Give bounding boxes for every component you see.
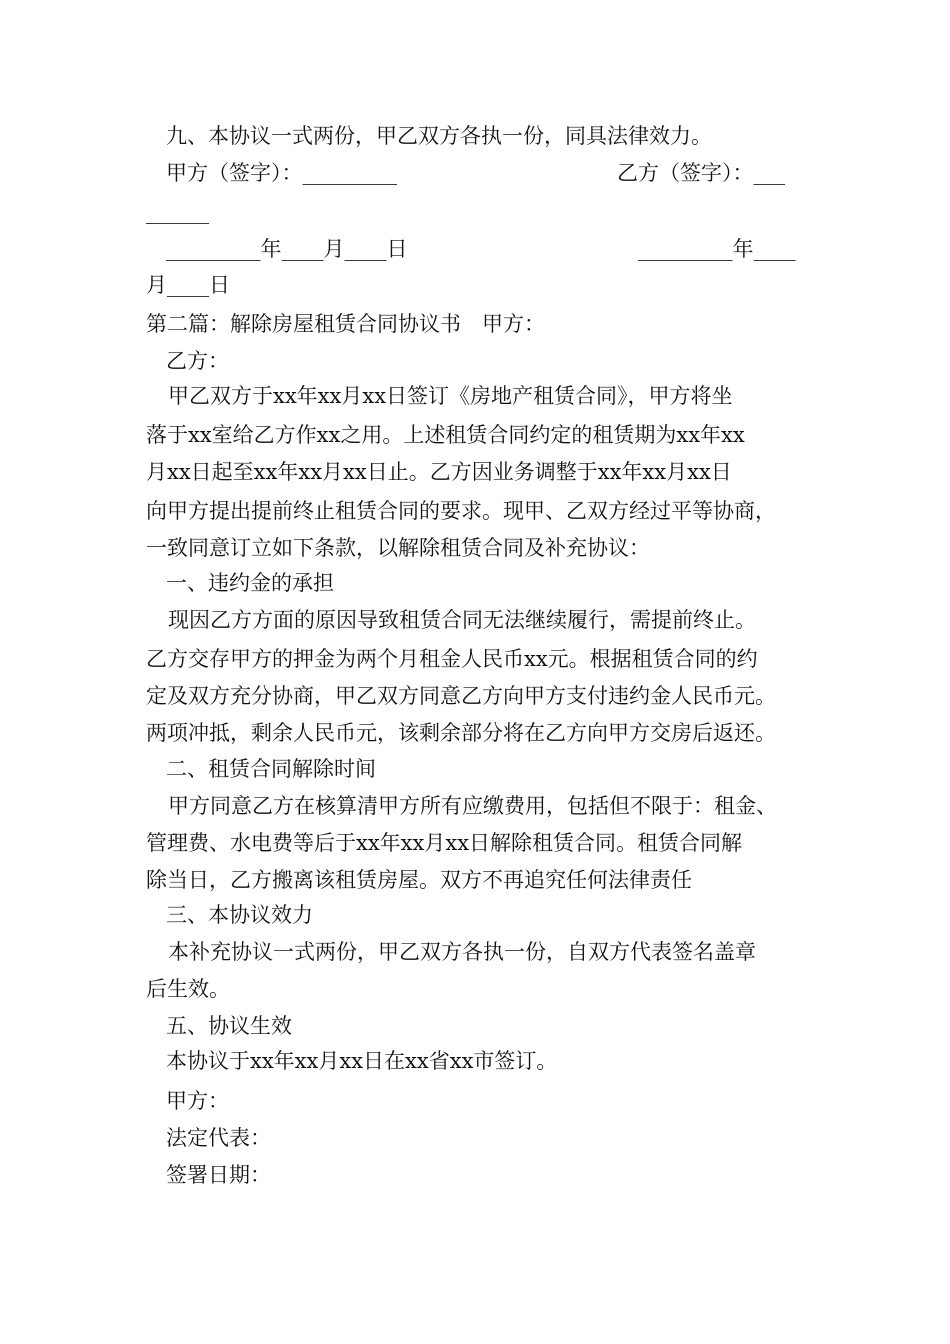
- paragraph-line: 本补充协议一式两份，甲乙双方各执一份，自双方代表签名盖章: [168, 940, 756, 964]
- party-b-label: 乙方：: [166, 349, 229, 373]
- paragraph-line: 后生效。: [146, 977, 230, 1001]
- paragraph-line: 甲方同意乙方在核算清甲方所有应缴费用，包括但不限于：租金、: [168, 794, 777, 818]
- paragraph-line: 除当日，乙方搬离该租赁房屋。双方不再追究任何法律责任: [146, 868, 692, 892]
- party-b-signature-cont: ______: [146, 200, 209, 224]
- signing-date-label: 签署日期：: [166, 1163, 271, 1187]
- paragraph-line: 一致同意订立如下条款，以解除租赁合同及补充协议：: [146, 536, 650, 560]
- paragraph-line: 乙方交存甲方的押金为两个月租金人民币xx元。根据租赁合同的约: [146, 647, 758, 671]
- paragraph-line: 落于xx室给乙方作xx之用。上述租赁合同约定的租赁期为xx年xx: [146, 423, 745, 447]
- paragraph-line: 月xx日起至xx年xx月xx日止。乙方因业务调整于xx年xx月xx日: [146, 460, 732, 484]
- party-b-date-cont: 月____日: [146, 273, 230, 297]
- heading-effect: 三、本协议效力: [166, 903, 313, 927]
- heading-effective: 五、协议生效: [166, 1014, 292, 1038]
- heading-penalty: 一、违约金的承担: [166, 571, 334, 595]
- paragraph-line: 两项冲抵，剩余人民币元，该剩余部分将在乙方向甲方交房后返还。: [146, 721, 776, 745]
- party-b-signature: 乙方（签字）：___: [617, 161, 785, 185]
- paragraph-line: 甲乙双方于xx年xx月xx日签订《房地产租赁合同》，甲方将坐: [168, 384, 733, 408]
- date-row: [166, 234, 856, 264]
- clause-nine: 九、本协议一式两份，甲乙双方各执一份，同具法律效力。: [166, 124, 712, 148]
- party-a-label: 甲方：: [166, 1089, 229, 1113]
- paragraph-line: 管理费、水电费等后于xx年xx月xx日解除租赁合同。租赁合同解: [146, 831, 743, 855]
- party-a-signature: 甲方（签字）：_________: [166, 161, 397, 185]
- section-title: 第二篇：解除房屋租赁合同协议书 甲方：: [146, 312, 545, 336]
- paragraph-line: 定及双方充分协商，甲乙双方同意乙方向甲方支付违约金人民币元。: [146, 684, 776, 708]
- legal-representative-label: 法定代表：: [166, 1126, 271, 1150]
- party-b-date: _________年____: [638, 237, 796, 261]
- party-a-date: _________年____月____日: [166, 237, 408, 261]
- signing-location: 本协议于xx年xx月xx日在xx省xx市签订。: [166, 1049, 558, 1073]
- signature-row: [166, 158, 856, 188]
- heading-termination-time: 二、租赁合同解除时间: [166, 757, 376, 781]
- paragraph-line: 现因乙方方面的原因导致租赁合同无法继续履行，需提前终止。: [168, 608, 756, 632]
- paragraph-line: 向甲方提出提前终止租赁合同的要求。现甲、乙双方经过平等协商，: [146, 499, 776, 523]
